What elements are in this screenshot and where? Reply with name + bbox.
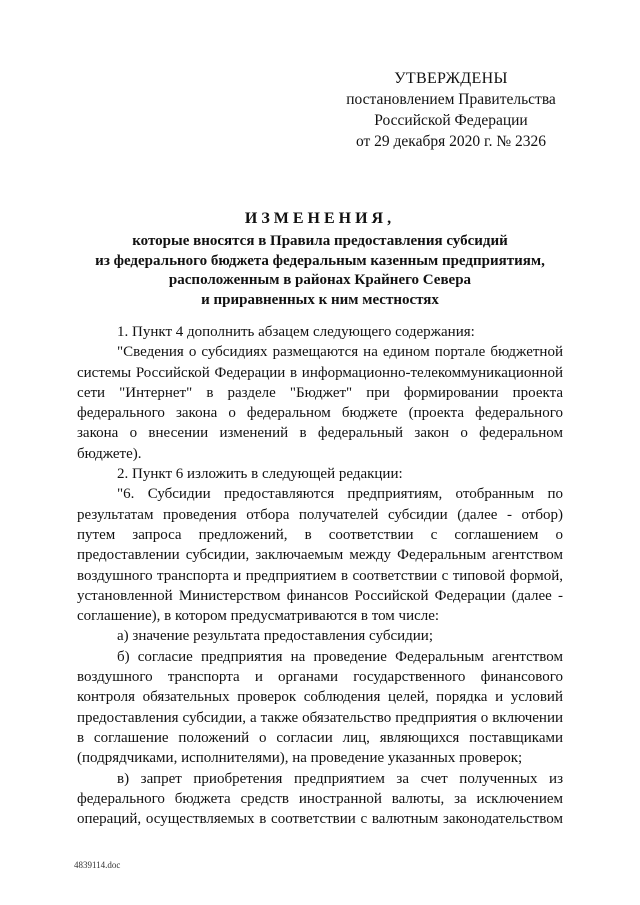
- document-body: [77, 322, 563, 829]
- paragraph-subitem-a: а) значение результата предоставления субсидии;: [117, 628, 433, 645]
- paragraph-item-1: 1. Пункт 4 дополнить абзацем следующего содержания:: [117, 324, 475, 340]
- paragraph-quote-subsidies: "6. Субсидии предоставляются предприятиям, отобранным по результатам проведения отбора получателей субсидии (далее - отбор) путем запроса предложений, в соответствии с соглашением о предоставлении субсидии, заключаемым между Федеральным агентством воздушного транспорта и предприятием в соответствии с типовой формой, установленной Министерством финансов Российской Федерации (далее - соглашение), в котором предусматриваются в том числе:: [77, 486, 563, 625]
- file-name-footer: 4839114.doc: [74, 860, 121, 870]
- subtitle-line: расположенным в районах Крайнего Севера: [168, 272, 472, 288]
- approval-line-3: от 29 декабря 2020 г. № 2326: [355, 133, 547, 150]
- approval-block: [300, 68, 602, 152]
- subtitle-line: из федерального бюджета федеральным казенным предприятиям,: [95, 252, 545, 269]
- paragraph-quote-portal: "Сведения о субсидиях размещаются на едином портале бюджетной системы Российской Федерации в информационно-телекоммуникационной сети "Интернет" в разделе "Бюджет" при формировании проекта федерального закона о федеральном бюджете (проекта федерального закона о внесении изменений в федеральный закон о федеральном бюджете).: [77, 344, 563, 462]
- paragraph-subitem-v: в) запрет приобретения предприятием за счет полученных из федерального бюджета средств иностранной валюты, за исключением операций, осуществляемых в соответствии с валютным законодательством: [77, 770, 563, 828]
- subtitle-line: которые вносятся в Правила предоставления субсидий: [132, 233, 508, 249]
- document-title: ИЗМЕНЕНИЯ,: [244, 210, 396, 227]
- approval-line-1: постановлением Правительства: [346, 91, 556, 108]
- subtitle-line: и приравненных к ним местностях: [201, 291, 439, 308]
- paragraph-subitem-b: б) согласие предприятия на проведение Федеральным агентством воздушного транспорта и органами государственного финансового контроля обязательных проверок соблюдения целей, порядка и условий предоставления субсидии, а также обязательство предприятия о включении в соглашение положений о согласии лиц, являющихся поставщиками (подрядчиками, исполнителями), на проведение указанных проверок;: [77, 648, 563, 767]
- approval-line-2: Российской Федерации: [374, 112, 528, 129]
- paragraph-item-2: 2. Пункт 6 изложить в следующей редакции:: [117, 466, 403, 483]
- document-subtitle: [60, 232, 580, 310]
- approval-heading: УТВЕРЖДЕНЫ: [394, 70, 508, 87]
